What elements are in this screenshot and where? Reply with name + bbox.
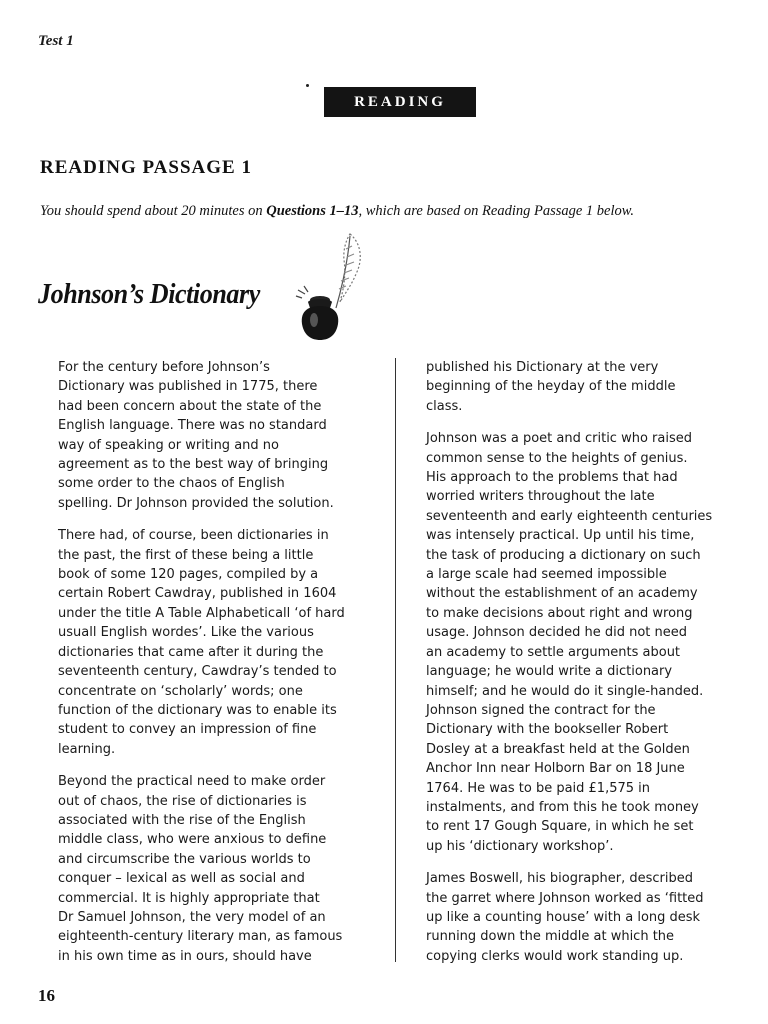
instructions-text-pre: You should spend about 20 minutes on [40, 203, 267, 219]
left-column [58, 358, 378, 979]
right-column [426, 358, 746, 979]
page-number: 16 [38, 986, 55, 1005]
decorative-dot [306, 84, 309, 87]
passage-heading: READING PASSAGE 1 [40, 157, 252, 178]
inkwell-quill-icon [294, 228, 374, 346]
instructions-questions: Questions 1–13 [266, 203, 359, 219]
test-label: Test 1 [38, 33, 74, 49]
paragraph-3: Beyond the practical need to make order out of chaos, the rise of dictionaries is associated with the rise of the English middle class, who were anxious to define and circumscribe the various worlds to conquer – lexical as well as social and commercial. It is highly appropriate that Dr Samuel Johnson, the very model of an eighteenth-century literary man, as famous in his own time as in ours, should have [58, 774, 343, 964]
article-title: Johnson’s Dictionary [38, 278, 260, 310]
paragraph-5: Johnson was a poet and critic who raised common sense to the heights of genius. His approach to the problems that had worried writers throughout the late seventeenth and early eighteenth centuries was intensely practical. Up until his time, the task of producing a dictionary on such a large scale had seemed impossible without the establishment of an academy to make decisions about right and wrong usage. Johnson decided he did not need an academy to settle arguments about language; he would write a dictionary himself; and he would do it single-handed. Johnson signed the contract for the Dictionary with the bookseller Robert Dosley at a breakfast held at the Golden Anchor Inn near Holborn Bar on 18 June 1764. He was to be paid £1,575 in instalments, and from this he took money to rent 17 Gough Square, in which he set up his ‘dictionary workshop’. [426, 431, 713, 854]
instructions-text-post: , which are based on Reading Passage 1 below. [358, 203, 634, 219]
paragraph-1: For the century before Johnson’s Dictionary was published in 1775, there had been concern about the state of the English language. There was no standard way of speaking or writing and no agreement as to the best way of bringing some order to the chaos of English spelling. Dr Johnson provided the solution. [58, 360, 334, 511]
paragraph-2: There had, of course, been dictionaries in the past, the first of these being a little book of some 120 pages, compiled by a certain Robert Cawdray, published in 1604 under the title A Table Alphabeticall ‘of hard usuall English wordes’. Like the various dictionaries that came after it during the seventeenth century, Cawdray’s tended to concentrate on ‘scholarly’ words; one function of the dictionary was to enable its student to convey an impression of fine learning. [58, 528, 345, 757]
passage-instructions [40, 202, 740, 220]
section-banner: READING [324, 87, 476, 117]
paragraph-6: James Boswell, his biographer, described the garret where Johnson worked as ‘fitted up like a counting house’ with a long desk running down the middle at which the copying clerks would work standing up. [426, 871, 704, 964]
column-divider [395, 358, 396, 962]
paragraph-4: published his Dictionary at the very beginning of the heyday of the middle class. [426, 360, 676, 414]
